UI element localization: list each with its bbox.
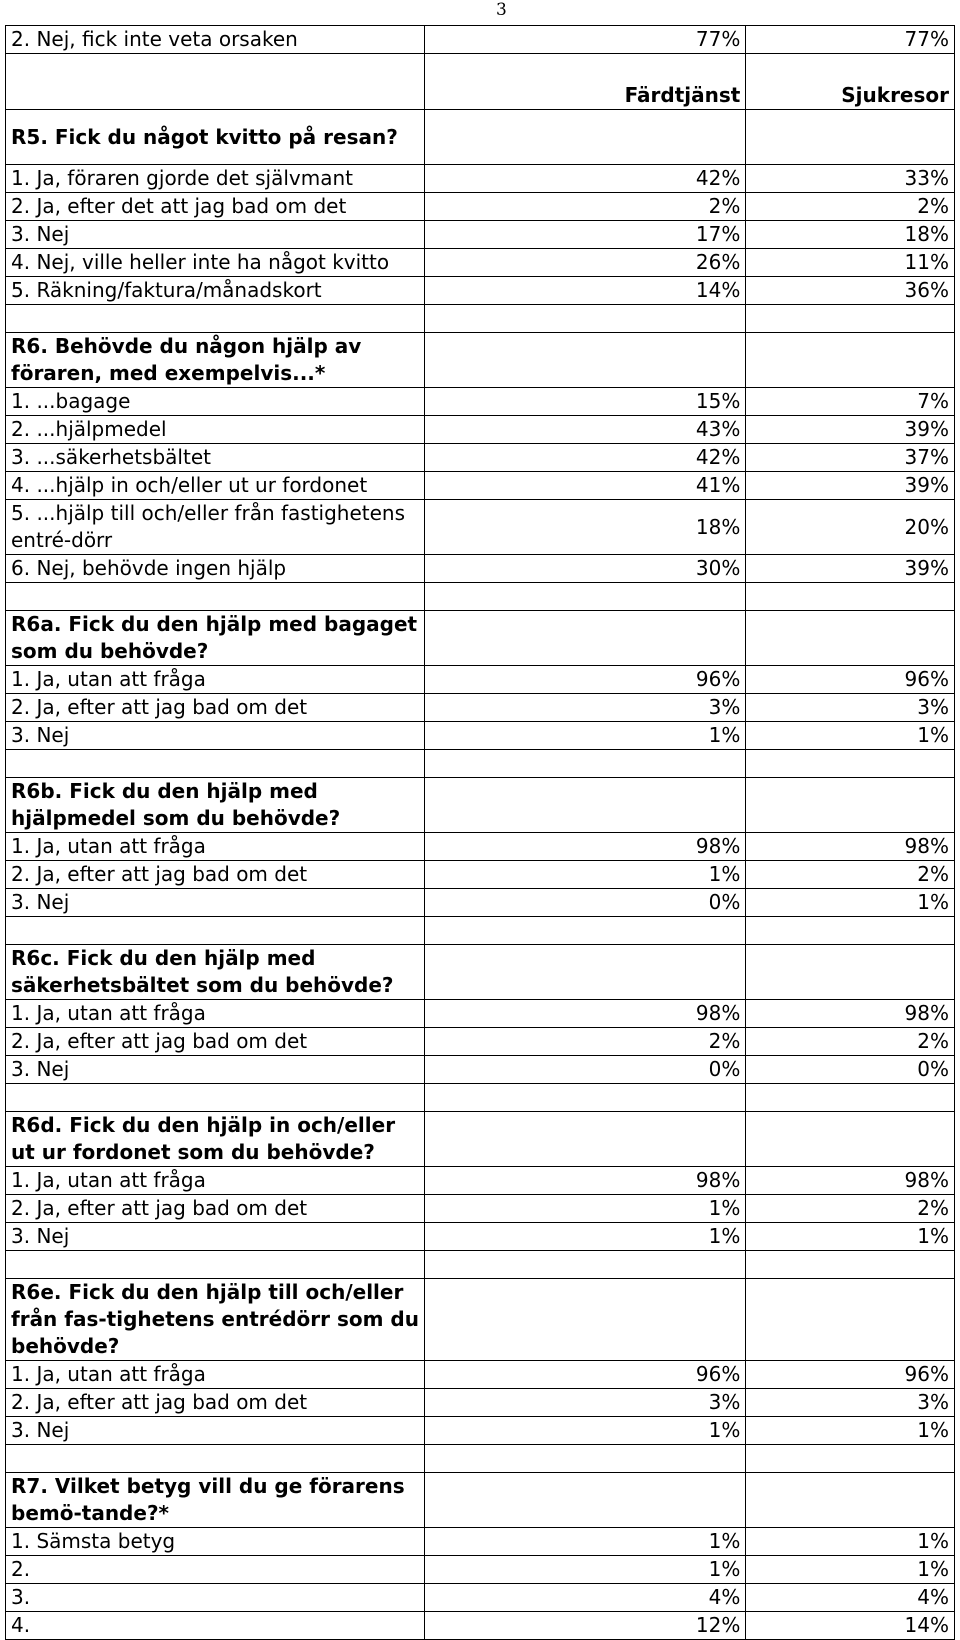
row-label: 2. Ja, efter att jag bad om det	[6, 1389, 425, 1417]
row-label: 2. Nej, fick inte veta orsaken	[6, 26, 425, 54]
blank-row	[6, 1084, 955, 1112]
question-blank-a	[425, 1473, 746, 1528]
row-label: 3. Nej	[6, 722, 425, 750]
blank-cell	[746, 583, 955, 611]
question-blank-a	[425, 611, 746, 666]
table-row	[6, 1056, 955, 1084]
row-label: 3. Nej	[6, 1223, 425, 1251]
blank-cell	[746, 917, 955, 945]
value-fardtjanst: 42%	[425, 165, 746, 193]
value-sjukresor: 11%	[746, 249, 955, 277]
value-fardtjanst: 4%	[425, 1584, 746, 1612]
row-label: 2. Ja, efter att jag bad om det	[6, 1195, 425, 1223]
question-title: R7. Vilket betyg vill du ge förarens bemö-tande?*	[6, 1473, 425, 1528]
row-label: 1. Ja, utan att fråga	[6, 666, 425, 694]
question-blank-b	[746, 110, 955, 165]
value-sjukresor: 1%	[746, 1223, 955, 1251]
value-sjukresor: 98%	[746, 1000, 955, 1028]
value-fardtjanst: 1%	[425, 861, 746, 889]
value-fardtjanst: 1%	[425, 1417, 746, 1445]
question-blank-a	[425, 1112, 746, 1167]
value-sjukresor: 2%	[746, 1195, 955, 1223]
table-row	[6, 416, 955, 444]
value-sjukresor: 2%	[746, 1028, 955, 1056]
table-row	[6, 1528, 955, 1556]
column-header-row	[6, 54, 955, 110]
value-fardtjanst: 12%	[425, 1612, 746, 1640]
blank-row	[6, 305, 955, 333]
value-fardtjanst: 96%	[425, 1361, 746, 1389]
question-row	[6, 778, 955, 833]
table-row	[6, 694, 955, 722]
table-row	[6, 861, 955, 889]
row-label: 3. Nej	[6, 221, 425, 249]
question-row	[6, 110, 955, 165]
value-sjukresor: 14%	[746, 1612, 955, 1640]
value-fardtjanst: 15%	[425, 388, 746, 416]
row-label: 3. Nej	[6, 889, 425, 917]
value-fardtjanst: 77%	[425, 26, 746, 54]
row-label: 3. ...säkerhetsbältet	[6, 444, 425, 472]
blank-row	[6, 917, 955, 945]
question-title: R6d. Fick du den hjälp in och/eller ut ur fordonet som du behövde?	[6, 1112, 425, 1167]
value-fardtjanst: 41%	[425, 472, 746, 500]
question-title: R6a. Fick du den hjälp med bagaget som du behövde?	[6, 611, 425, 666]
value-sjukresor: 0%	[746, 1056, 955, 1084]
blank-row	[6, 1445, 955, 1473]
blank-cell	[425, 917, 746, 945]
table-row	[6, 249, 955, 277]
value-sjukresor: 1%	[746, 1528, 955, 1556]
table-row	[6, 165, 955, 193]
table-row	[6, 277, 955, 305]
value-sjukresor: 1%	[746, 1556, 955, 1584]
table-row	[6, 1584, 955, 1612]
blank-cell	[425, 583, 746, 611]
blank-cell	[6, 917, 425, 945]
value-sjukresor: 1%	[746, 1417, 955, 1445]
row-label: 6. Nej, behövde ingen hjälp	[6, 555, 425, 583]
value-sjukresor: 1%	[746, 889, 955, 917]
blank-row	[6, 1251, 955, 1279]
value-fardtjanst: 30%	[425, 555, 746, 583]
value-sjukresor: 18%	[746, 221, 955, 249]
value-sjukresor: 2%	[746, 861, 955, 889]
table-row	[6, 1389, 955, 1417]
value-sjukresor: 39%	[746, 472, 955, 500]
question-row	[6, 611, 955, 666]
value-fardtjanst: 2%	[425, 193, 746, 221]
value-sjukresor: 36%	[746, 277, 955, 305]
blank-cell	[6, 305, 425, 333]
row-label: 2. ...hjälpmedel	[6, 416, 425, 444]
value-sjukresor: 96%	[746, 666, 955, 694]
question-blank-a	[425, 110, 746, 165]
question-row	[6, 1473, 955, 1528]
table-row	[6, 1612, 955, 1640]
value-sjukresor: 3%	[746, 1389, 955, 1417]
blank-cell	[746, 1084, 955, 1112]
row-label: 2. Ja, efter att jag bad om det	[6, 1028, 425, 1056]
row-label: 5. ...hjälp till och/eller från fastighetens entré-dörr	[6, 500, 425, 555]
value-fardtjanst: 26%	[425, 249, 746, 277]
column-header-sjukresor: Sjukresor	[746, 54, 955, 110]
value-sjukresor: 98%	[746, 833, 955, 861]
row-label: 4. Nej, ville heller inte ha något kvitto	[6, 249, 425, 277]
table-row	[6, 193, 955, 221]
question-blank-b	[746, 778, 955, 833]
value-fardtjanst: 0%	[425, 889, 746, 917]
value-fardtjanst: 1%	[425, 1195, 746, 1223]
row-label: 3. Nej	[6, 1417, 425, 1445]
blank-cell	[746, 750, 955, 778]
blank-cell	[746, 1251, 955, 1279]
column-header-fardtjanst: Färdtjänst	[425, 54, 746, 110]
table-row	[6, 1223, 955, 1251]
table-row	[6, 1167, 955, 1195]
blank-cell	[746, 1445, 955, 1473]
row-label: 2. Ja, efter att jag bad om det	[6, 694, 425, 722]
table-row	[6, 1556, 955, 1584]
blank-cell	[425, 1445, 746, 1473]
table-row	[6, 555, 955, 583]
question-title: R6b. Fick du den hjälp med hjälpmedel som du behövde?	[6, 778, 425, 833]
value-fardtjanst: 3%	[425, 694, 746, 722]
row-label: 2. Ja, efter att jag bad om det	[6, 861, 425, 889]
value-fardtjanst: 96%	[425, 666, 746, 694]
row-label: 1. Sämsta betyg	[6, 1528, 425, 1556]
table-row	[6, 1361, 955, 1389]
question-blank-b	[746, 945, 955, 1000]
survey-results-table	[5, 25, 955, 1640]
question-blank-b	[746, 1112, 955, 1167]
value-fardtjanst: 1%	[425, 722, 746, 750]
question-title: R6. Behövde du någon hjälp av föraren, med exempelvis...*	[6, 333, 425, 388]
table-row	[6, 444, 955, 472]
value-sjukresor: 1%	[746, 722, 955, 750]
table-row	[6, 722, 955, 750]
value-sjukresor: 37%	[746, 444, 955, 472]
value-sjukresor: 39%	[746, 416, 955, 444]
question-row	[6, 1112, 955, 1167]
row-label: 1. Ja, utan att fråga	[6, 1000, 425, 1028]
table-row	[6, 1000, 955, 1028]
question-blank-b	[746, 333, 955, 388]
table-row	[6, 666, 955, 694]
value-fardtjanst: 14%	[425, 277, 746, 305]
value-sjukresor: 7%	[746, 388, 955, 416]
table-row	[6, 1028, 955, 1056]
question-blank-a	[425, 1279, 746, 1361]
blank-cell	[425, 305, 746, 333]
row-label: 2.	[6, 1556, 425, 1584]
value-sjukresor: 2%	[746, 193, 955, 221]
value-fardtjanst: 17%	[425, 221, 746, 249]
blank-cell	[6, 750, 425, 778]
table-row	[6, 221, 955, 249]
question-title: R5. Fick du något kvitto på resan?	[6, 110, 425, 165]
value-fardtjanst: 3%	[425, 1389, 746, 1417]
value-sjukresor: 4%	[746, 1584, 955, 1612]
table-row	[6, 833, 955, 861]
question-row	[6, 945, 955, 1000]
blank-cell	[425, 1251, 746, 1279]
value-fardtjanst: 98%	[425, 1167, 746, 1195]
value-fardtjanst: 98%	[425, 833, 746, 861]
blank-cell	[425, 1084, 746, 1112]
page-number: 3	[496, 0, 507, 20]
row-label: 1. Ja, utan att fråga	[6, 833, 425, 861]
question-row	[6, 1279, 955, 1361]
question-blank-b	[746, 1473, 955, 1528]
table-row	[6, 26, 955, 54]
value-fardtjanst: 1%	[425, 1556, 746, 1584]
value-fardtjanst: 1%	[425, 1528, 746, 1556]
row-label: 1. Ja, utan att fråga	[6, 1361, 425, 1389]
value-fardtjanst: 2%	[425, 1028, 746, 1056]
blank-cell	[6, 1084, 425, 1112]
question-title: R6e. Fick du den hjälp till och/eller från fas-tighetens entrédörr som du behövde?	[6, 1279, 425, 1361]
blank-cell	[746, 305, 955, 333]
row-label: 3.	[6, 1584, 425, 1612]
row-label: 5. Räkning/faktura/månadskort	[6, 277, 425, 305]
question-blank-b	[746, 1279, 955, 1361]
row-label: 3. Nej	[6, 1056, 425, 1084]
table-row	[6, 500, 955, 555]
row-label: 2. Ja, efter det att jag bad om det	[6, 193, 425, 221]
blank-row	[6, 583, 955, 611]
table-row	[6, 388, 955, 416]
value-sjukresor: 39%	[746, 555, 955, 583]
blank-row	[6, 750, 955, 778]
blank-cell	[6, 1445, 425, 1473]
row-label: 4.	[6, 1612, 425, 1640]
question-blank-b	[746, 611, 955, 666]
blank-cell	[425, 750, 746, 778]
table-row	[6, 889, 955, 917]
value-fardtjanst: 0%	[425, 1056, 746, 1084]
row-label: 4. ...hjälp in och/eller ut ur fordonet	[6, 472, 425, 500]
value-sjukresor: 3%	[746, 694, 955, 722]
question-row	[6, 333, 955, 388]
value-sjukresor: 77%	[746, 26, 955, 54]
row-label: 1. ...bagage	[6, 388, 425, 416]
table-row	[6, 1417, 955, 1445]
value-fardtjanst: 18%	[425, 500, 746, 555]
question-title: R6c. Fick du den hjälp med säkerhetsbältet som du behövde?	[6, 945, 425, 1000]
blank-cell	[6, 583, 425, 611]
table-row	[6, 1195, 955, 1223]
table-row	[6, 472, 955, 500]
value-fardtjanst: 98%	[425, 1000, 746, 1028]
question-blank-a	[425, 945, 746, 1000]
value-sjukresor: 98%	[746, 1167, 955, 1195]
value-sjukresor: 33%	[746, 165, 955, 193]
value-fardtjanst: 42%	[425, 444, 746, 472]
row-label: 1. Ja, utan att fråga	[6, 1167, 425, 1195]
value-fardtjanst: 43%	[425, 416, 746, 444]
question-blank-a	[425, 778, 746, 833]
blank-cell	[6, 1251, 425, 1279]
row-label: 1. Ja, föraren gjorde det självmant	[6, 165, 425, 193]
header-blank	[6, 54, 425, 110]
value-sjukresor: 20%	[746, 500, 955, 555]
question-blank-a	[425, 333, 746, 388]
value-sjukresor: 96%	[746, 1361, 955, 1389]
value-fardtjanst: 1%	[425, 1223, 746, 1251]
